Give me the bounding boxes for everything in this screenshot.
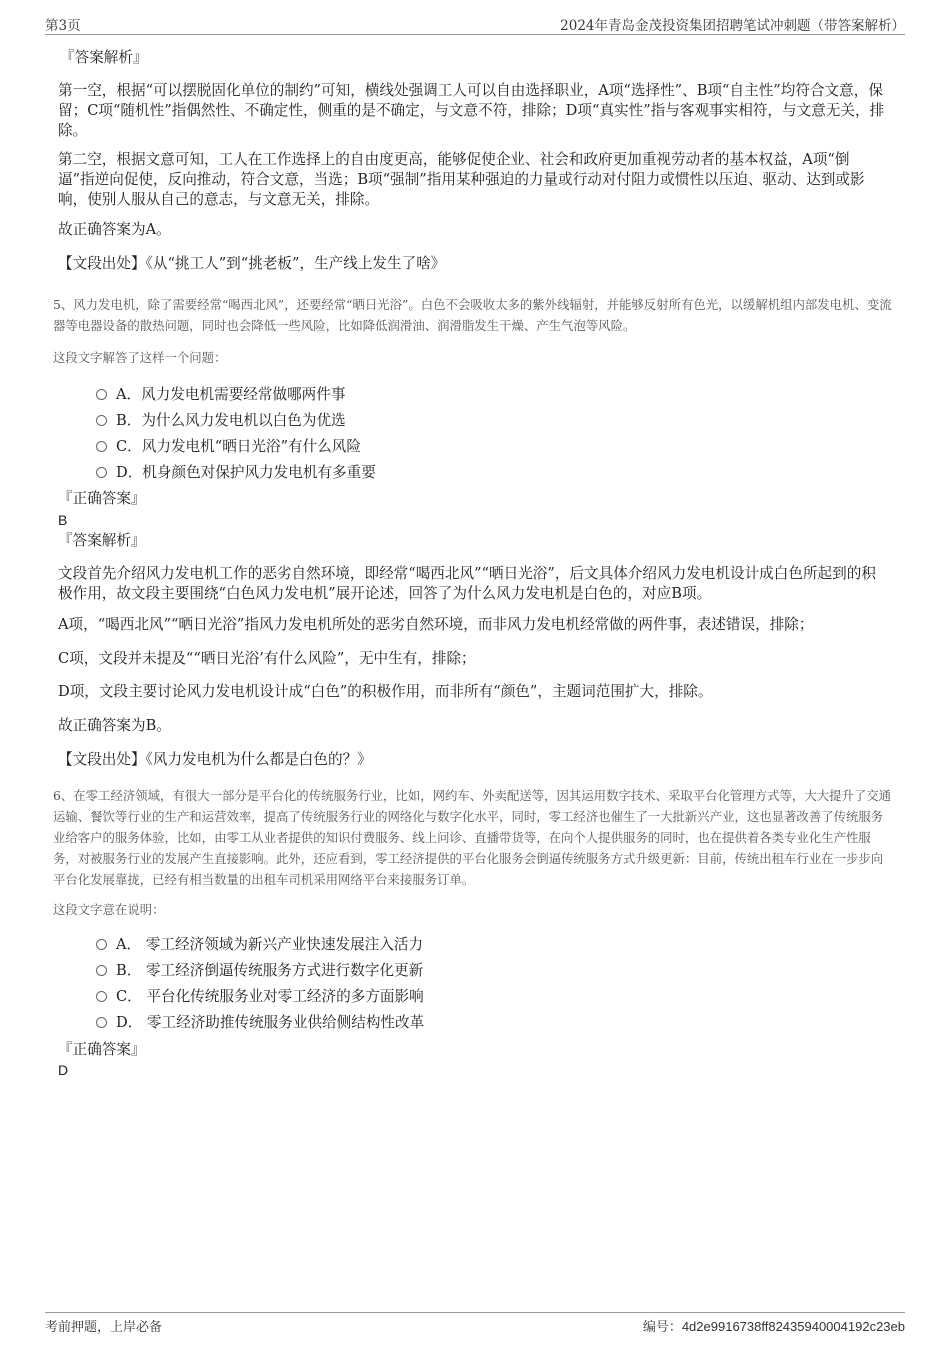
q6-option-a[interactable] (96, 935, 423, 955)
q6-answer: D (58, 1062, 69, 1078)
q5-analysis-para3: C项，文段并未提及““晒日光浴’有什么风险”，无中生有，排除； (58, 650, 476, 667)
radio-icon[interactable] (96, 467, 107, 478)
q5-option-c-label: C．风力发电机“晒日光浴”有什么风险 (116, 438, 361, 455)
q5-option-a[interactable] (96, 385, 345, 405)
q5-analysis-para4: D项，文段主要讨论风力发电机设计成“白色”的积极作用，而非所有“颜色”，主题词范围扩大，排除。 (58, 683, 713, 700)
q5-option-a-label: A．风力发电机需要经常做哪两件事 (116, 386, 346, 403)
q5-analysis-label: 『答案解析』 (58, 532, 146, 549)
radio-icon[interactable] (96, 939, 107, 950)
q5-option-d-label: D．机身颜色对保护风力发电机有多重要 (116, 464, 376, 481)
q6-option-a-label: A． 零工经济领域为新兴产业快速发展注入活力 (116, 936, 424, 953)
footer-code (643, 1316, 905, 1335)
q6-stem: 6、在零工经济领域，有很大一部分是平台化的传统服务行业，比如，网约车、外卖配送等，因其运用数字技术、采取平台化管理方式等，大大提升了交通运输、餐饮等行业的生产和运营效率，提高了传统服务行业的网络化与数字化水平，同时，零工经济也催生了一大批新兴产业，这也显著改善了传统服务业给客户的服务体验，比如，由零工从业者提供的知识付费服务、线上问诊、直播带货等，在向个人提供服务的同时，也在提供着各类专业化生产性服务，对被服务行业的发展产生直接影响。此外，还应看到，零工经济提供的平台化服务会倒逼传统服务方式升级更新：目前，传统出租车行业在一步步向平台化发展靠拢，已经有相当数量的出租车司机采用网络平台来接服务订单。 (53, 788, 892, 887)
q5-analysis-para2: A项，“喝西北风”“晒日光浴”指风力发电机所处的恶劣自然环境，而非风力发电机经常做的两件事，表述错误，排除； (58, 616, 814, 633)
page-footer (45, 1312, 905, 1335)
radio-icon[interactable] (96, 389, 107, 400)
footer-code-value: 4d2e9916738ff82435940004192c23eb (681, 1319, 905, 1334)
q4-conclusion: 故正确答案为A。 (58, 221, 171, 238)
q5-option-b-label: B．为什么风力发电机以白色为优选 (116, 412, 346, 429)
radio-icon[interactable] (96, 441, 107, 452)
q4-source: 【文段出处】《从“挑工人”到“挑老板”，生产线上发生了啥》 (58, 255, 446, 272)
radio-icon[interactable] (96, 1017, 107, 1028)
q4-analysis-para1: 第一空，根据“可以摆脱固化单位的制约”可知，横线处强调工人可以自由选择职业，A项“选择性”、B项“自主性”均符合文意，保留；C项“随机性”指偶然性、不确定性，侧重的是不确定，与文意不符，排除；D项“真实性”指与客观事实相符，与文意无关，排除。 (58, 82, 885, 139)
q6-option-d[interactable] (96, 1013, 424, 1033)
q6-answer-label: 『正确答案』 (58, 1041, 146, 1058)
q6-option-c-label: C． 平台化传统服务业对零工经济的多方面影响 (116, 988, 424, 1005)
footer-slogan: 考前押题，上岸必备 (45, 1320, 163, 1335)
footer-code-label: 编号： (642, 1320, 682, 1335)
q4-analysis-label: 『答案解析』 (60, 49, 148, 66)
radio-icon[interactable] (96, 965, 107, 976)
page-header (45, 14, 905, 35)
radio-icon[interactable] (96, 991, 107, 1002)
q5-source: 【文段出处】《风力发电机为什么都是白色的？》 (58, 751, 372, 768)
q5-answer-label: 『正确答案』 (58, 490, 146, 507)
q6-option-c[interactable] (96, 987, 424, 1007)
page-number: 第3页 (45, 18, 81, 34)
q6-option-b-label: B． 零工经济倒逼传统服务方式进行数字化更新 (116, 962, 424, 979)
q5-option-d[interactable] (96, 463, 376, 483)
q6-question: 这段文字意在说明： (53, 902, 165, 917)
q6-option-d-label: D． 零工经济助推传统服务业供给侧结构性改革 (116, 1014, 425, 1031)
q4-analysis-para2: 第二空，根据文意可知，工人在工作选择上的自由度更高，能够促使企业、社会和政府更加重视劳动者的基本权益，A项“倒逼”指逆向促使，反向推动，符合文意，当选；B项“强制”指用某种强迫的力量或行动对付阻力或惯性以压迫、驱动、达到或影响，使别人服从自己的意志，与文意无关，排除。 (58, 151, 865, 208)
q5-question: 这段文字解答了这样一个问题： (53, 350, 227, 365)
radio-icon[interactable] (96, 415, 107, 426)
q5-answer: B (58, 512, 68, 528)
q5-option-c[interactable] (96, 437, 361, 457)
document-title: 2024年青岛金茂投资集团招聘笔试冲刺题（带答案解析） (560, 18, 905, 34)
q6-option-b[interactable] (96, 961, 423, 981)
q5-conclusion: 故正确答案为B。 (58, 717, 171, 734)
q5-option-b[interactable] (96, 411, 346, 431)
q5-stem: 5、风力发电机，除了需要经常“喝西北风”，还要经常“晒日光浴”。白色不会吸收太多的紫外线辐射，并能够反射所有色光，以缓解机组内部发电机、变流器等电器设备的散热问题，同时也会降低一些风险，比如降低润滑油、润滑脂发生干燥、产生气泡等风险。 (53, 297, 892, 333)
q5-analysis-para1: 文段首先介绍风力发电机工作的恶劣自然环境，即经常“喝西北风”“晒日光浴”，后文具体介绍风力发电机设计成白色所起到的积极作用，故文段主要围绕“白色风力发电机”展开论述，回答了为什么风力发电机是白色的，对应B项。 (58, 565, 876, 602)
